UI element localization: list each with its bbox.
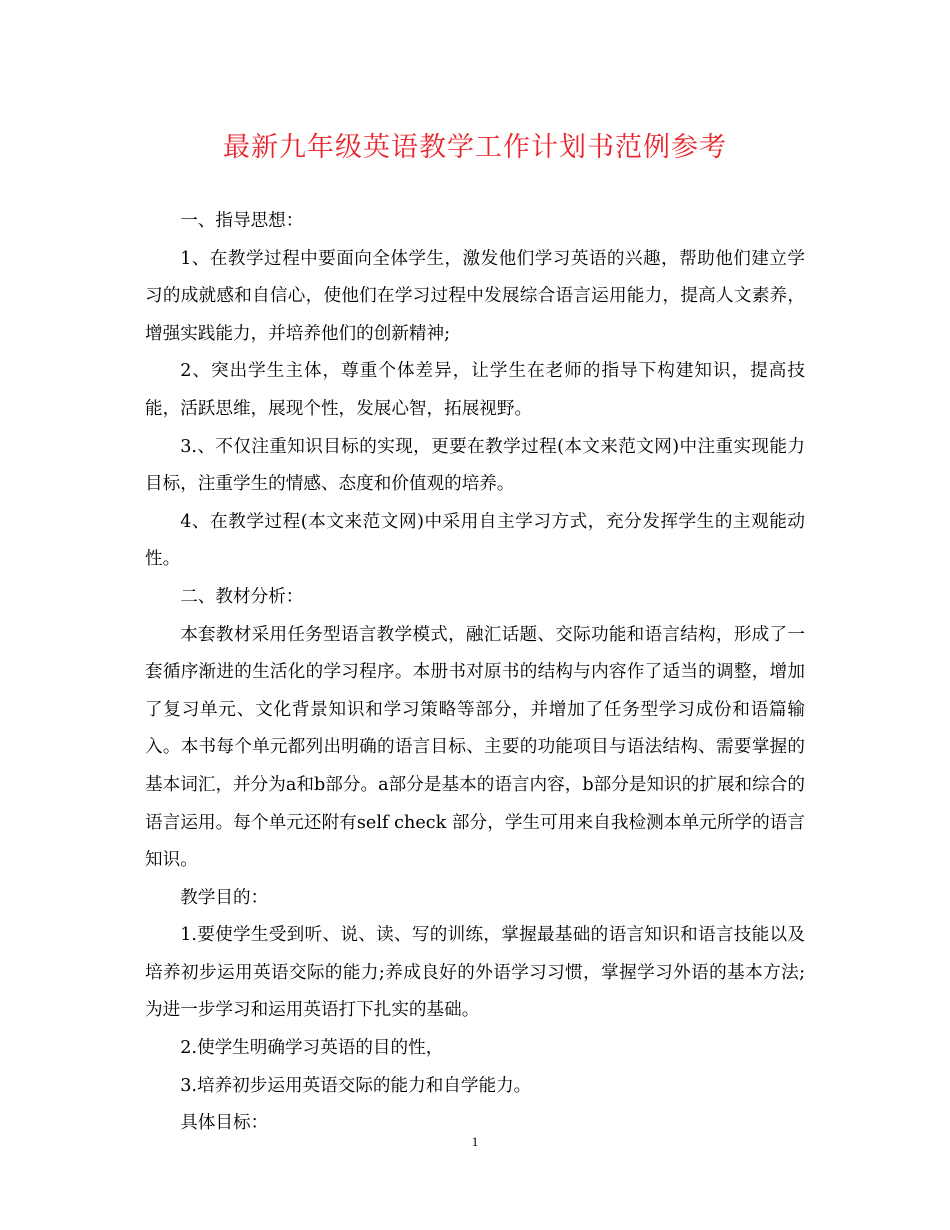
paragraph: 1.要使学生受到听、说、读、写的训练，掌握最基础的语言知识和语言技能以及培养初步运用英语交际的能力;养成良好的外语学习习惯，掌握学习外语的基本方法;为进一步学习和运用英语打下扎实的基础。	[145, 925, 805, 1021]
section-heading-textbook-analysis: 二、教材分析：	[180, 586, 304, 607]
paragraph: 2.使学生明确学习英语的目的性，	[180, 1038, 444, 1059]
document-body	[145, 203, 805, 1143]
document-title: 最新九年级英语教学工作计划书范例参考	[223, 132, 727, 163]
paragraph: 本套教材采用任务型语言教学模式，融汇话题、交际功能和语言结构，形成了一套循序渐进的生活化的学习程序。本册书对原书的结构与内容作了适当的调整，增加了复习单元、文化背景知识和学习策略等部分，并增加了任务型学习成份和语篇输入。本书每个单元都列出明确的语言目标、主要的功能项目与语法结构、需要掌握的基本词汇，并分为a和b部分。a部分是基本的语言内容，b部分是知识的扩展和综合的语言运用。每个单元还附有self check 部分，学生可用来自我检测本单元所学的语言知识。	[145, 624, 805, 871]
section-heading-guiding-ideology: 一、指导思想：	[180, 211, 304, 231]
paragraph: 3.培养初步运用英语交际的能力和自学能力。	[180, 1075, 532, 1096]
paragraph: 4、在教学过程(本文来范文网)中采用自主学习方式，充分发挥学生的主观能动性。	[145, 511, 805, 570]
paragraph: 2、突出学生主体，尊重个体差异，让学生在老师的指导下构建知识，提高技能，活跃思维，展现个性，发展心智，拓展视野。	[145, 361, 805, 419]
paragraph: 3.、不仅注重知识目标的实现，更要在教学过程(本文来范文网)中注重实现能力目标，注重学生的情感、态度和价值观的培养。	[145, 436, 805, 495]
section-heading-specific-goals: 具体目标：	[180, 1113, 269, 1134]
section-heading-teaching-purpose: 教学目的：	[180, 887, 269, 908]
paragraph: 1、在教学过程中要面向全体学生，激发他们学习英语的兴趣，帮助他们建立学习的成就感和自信心，使他们在学习过程中发展综合语言运用能力，提高人文素养，增强实践能力，并培养他们的创新精神;	[145, 248, 805, 344]
page-number: 1	[471, 1134, 479, 1149]
